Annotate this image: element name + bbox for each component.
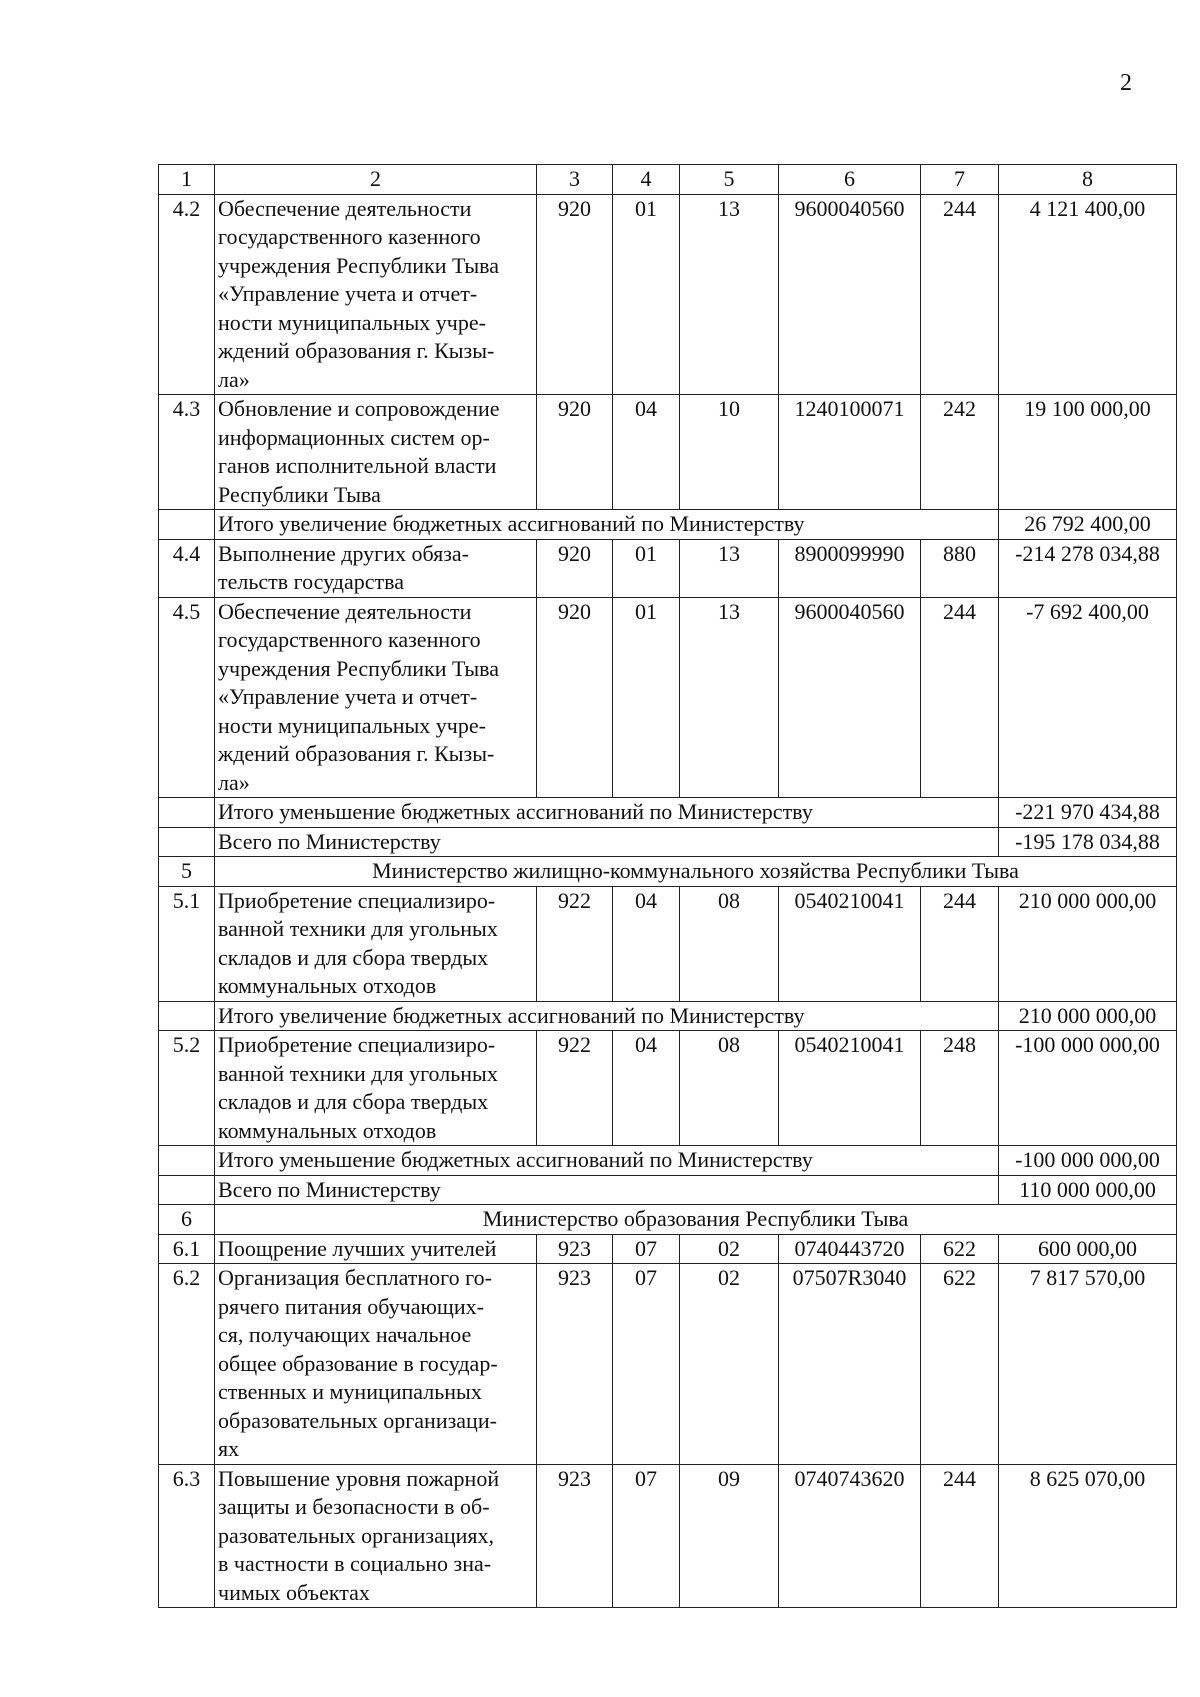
- row-amount: 19 100 000,00: [999, 395, 1177, 510]
- total-row: [159, 798, 1177, 828]
- total-amount: -100 000 000,00: [999, 1146, 1177, 1176]
- row-code-6: 8900099990: [779, 539, 921, 597]
- row-number: 6.3: [159, 1464, 215, 1608]
- total-row: [159, 1146, 1177, 1176]
- column-header: 6: [779, 165, 921, 195]
- total-empty-cell: [159, 1001, 215, 1031]
- row-amount: 4 121 400,00: [999, 194, 1177, 395]
- row-code-6: 0740743620: [779, 1464, 921, 1608]
- row-number: 4.4: [159, 539, 215, 597]
- ministry-row: [159, 857, 1177, 887]
- row-number: 6.2: [159, 1264, 215, 1465]
- total-label: Итого уменьшение бюджетных ассигнований по Министерству: [215, 798, 999, 828]
- table-row: [159, 597, 1177, 798]
- total-row: [159, 1001, 1177, 1031]
- row-amount: 7 817 570,00: [999, 1264, 1177, 1465]
- row-amount: 600 000,00: [999, 1234, 1177, 1264]
- row-number: 6.1: [159, 1234, 215, 1264]
- row-number: 4.3: [159, 395, 215, 510]
- total-amount: 26 792 400,00: [999, 510, 1177, 540]
- row-amount: 8 625 070,00: [999, 1464, 1177, 1608]
- total-amount: 110 000 000,00: [999, 1175, 1177, 1205]
- row-amount: -7 692 400,00: [999, 597, 1177, 798]
- total-amount: -221 970 434,88: [999, 798, 1177, 828]
- row-number: 5.2: [159, 1031, 215, 1146]
- column-header: 7: [921, 165, 999, 195]
- total-label: Итого уменьшение бюджетных ассигнований по Министерству: [215, 1146, 999, 1176]
- row-code-4: 01: [613, 539, 680, 597]
- column-header: 5: [680, 165, 779, 195]
- row-code-3: 922: [537, 1031, 613, 1146]
- row-code-6: 0540210041: [779, 1031, 921, 1146]
- total-label: Итого увеличение бюджетных ассигнований по Министерству: [215, 510, 999, 540]
- row-code-5: 09: [680, 1464, 779, 1608]
- row-code-6: 1240100071: [779, 395, 921, 510]
- row-code-4: 07: [613, 1464, 680, 1608]
- row-description: Поощрение лучших учителей: [215, 1234, 537, 1264]
- row-code-7: 880: [921, 539, 999, 597]
- table-row: [159, 1264, 1177, 1465]
- row-code-3: 923: [537, 1464, 613, 1608]
- row-code-6: 9600040560: [779, 597, 921, 798]
- total-amount: -195 178 034,88: [999, 827, 1177, 857]
- ministry-number: 6: [159, 1205, 215, 1235]
- row-code-3: 920: [537, 395, 613, 510]
- row-code-7: 242: [921, 395, 999, 510]
- row-code-4: 07: [613, 1264, 680, 1465]
- row-code-5: 08: [680, 1031, 779, 1146]
- row-code-7: 244: [921, 886, 999, 1001]
- row-amount: 210 000 000,00: [999, 886, 1177, 1001]
- row-code-4: 01: [613, 194, 680, 395]
- row-code-7: 244: [921, 597, 999, 798]
- row-code-6: 0540210041: [779, 886, 921, 1001]
- row-code-3: 922: [537, 886, 613, 1001]
- total-label: Всего по Министерству: [215, 1175, 999, 1205]
- row-code-4: 04: [613, 1031, 680, 1146]
- row-description: Приобретение специализиро- ванной техники для угольных складов и для сбора твердых коммунальных отходов: [215, 1031, 537, 1146]
- row-number: 5.1: [159, 886, 215, 1001]
- row-number: 4.5: [159, 597, 215, 798]
- row-code-5: 08: [680, 886, 779, 1001]
- ministry-number: 5: [159, 857, 215, 887]
- column-header: 3: [537, 165, 613, 195]
- total-label: Всего по Министерству: [215, 827, 999, 857]
- row-description: Организация бесплатного го- рячего питания обучающих- ся, получающих начальное общее образование в государ- ственных и муниципальных образовательных организаци- ях: [215, 1264, 537, 1465]
- column-header: 8: [999, 165, 1177, 195]
- row-code-5: 02: [680, 1264, 779, 1465]
- row-code-7: 622: [921, 1234, 999, 1264]
- row-code-4: 07: [613, 1234, 680, 1264]
- column-header: 2: [215, 165, 537, 195]
- row-code-6: 9600040560: [779, 194, 921, 395]
- total-row: [159, 510, 1177, 540]
- row-amount: -100 000 000,00: [999, 1031, 1177, 1146]
- total-empty-cell: [159, 1175, 215, 1205]
- row-code-4: 01: [613, 597, 680, 798]
- table-header-row: [159, 165, 1177, 195]
- row-code-3: 920: [537, 194, 613, 395]
- row-code-3: 923: [537, 1264, 613, 1465]
- row-code-5: 02: [680, 1234, 779, 1264]
- ministry-row: [159, 1205, 1177, 1235]
- row-code-3: 923: [537, 1234, 613, 1264]
- row-code-6: 07507R3040: [779, 1264, 921, 1465]
- row-description: Обновление и сопровождение информационных систем ор- ганов исполнительной власти Республики Тыва: [215, 395, 537, 510]
- row-code-5: 13: [680, 539, 779, 597]
- row-description: Повышение уровня пожарной защиты и безопасности в об- разовательных организациях, в частности в социально зна- чимых объектах: [215, 1464, 537, 1608]
- column-header: 4: [613, 165, 680, 195]
- row-code-7: 244: [921, 194, 999, 395]
- table-row: [159, 539, 1177, 597]
- row-description: Приобретение специализиро- ванной техники для угольных складов и для сбора твердых коммунальных отходов: [215, 886, 537, 1001]
- page-number: 2: [1120, 70, 1132, 96]
- row-description: Обеспечение деятельности государственного казенного учреждения Республики Тыва «Управление учета и отчет- ности муниципальных учре- ждений образования г. Кызы- ла»: [215, 194, 537, 395]
- total-row: [159, 1175, 1177, 1205]
- row-code-5: 10: [680, 395, 779, 510]
- row-code-7: 622: [921, 1264, 999, 1465]
- table-row: [159, 1234, 1177, 1264]
- total-row: [159, 827, 1177, 857]
- total-empty-cell: [159, 798, 215, 828]
- table-row: [159, 1464, 1177, 1608]
- total-empty-cell: [159, 827, 215, 857]
- row-code-4: 04: [613, 395, 680, 510]
- row-code-7: 244: [921, 1464, 999, 1608]
- total-empty-cell: [159, 1146, 215, 1176]
- total-amount: 210 000 000,00: [999, 1001, 1177, 1031]
- row-description: Обеспечение деятельности государственного казенного учреждения Республики Тыва «Управление учета и отчет- ности муниципальных учре- ждений образования г. Кызы- ла»: [215, 597, 537, 798]
- row-description: Выполнение других обяза- тельств государства: [215, 539, 537, 597]
- table-row: [159, 194, 1177, 395]
- row-code-7: 248: [921, 1031, 999, 1146]
- table-row: [159, 886, 1177, 1001]
- total-empty-cell: [159, 510, 215, 540]
- row-code-3: 920: [537, 597, 613, 798]
- table-row: [159, 1031, 1177, 1146]
- column-header: 1: [159, 165, 215, 195]
- row-code-3: 920: [537, 539, 613, 597]
- table-row: [159, 395, 1177, 510]
- row-code-5: 13: [680, 597, 779, 798]
- row-code-5: 13: [680, 194, 779, 395]
- row-number: 4.2: [159, 194, 215, 395]
- total-label: Итого увеличение бюджетных ассигнований по Министерству: [215, 1001, 999, 1031]
- row-code-6: 0740443720: [779, 1234, 921, 1264]
- ministry-name: Министерство образования Республики Тыва: [215, 1205, 1177, 1235]
- budget-table: [158, 164, 1177, 1608]
- ministry-name: Министерство жилищно-коммунального хозяйства Республики Тыва: [215, 857, 1177, 887]
- row-amount: -214 278 034,88: [999, 539, 1177, 597]
- row-code-4: 04: [613, 886, 680, 1001]
